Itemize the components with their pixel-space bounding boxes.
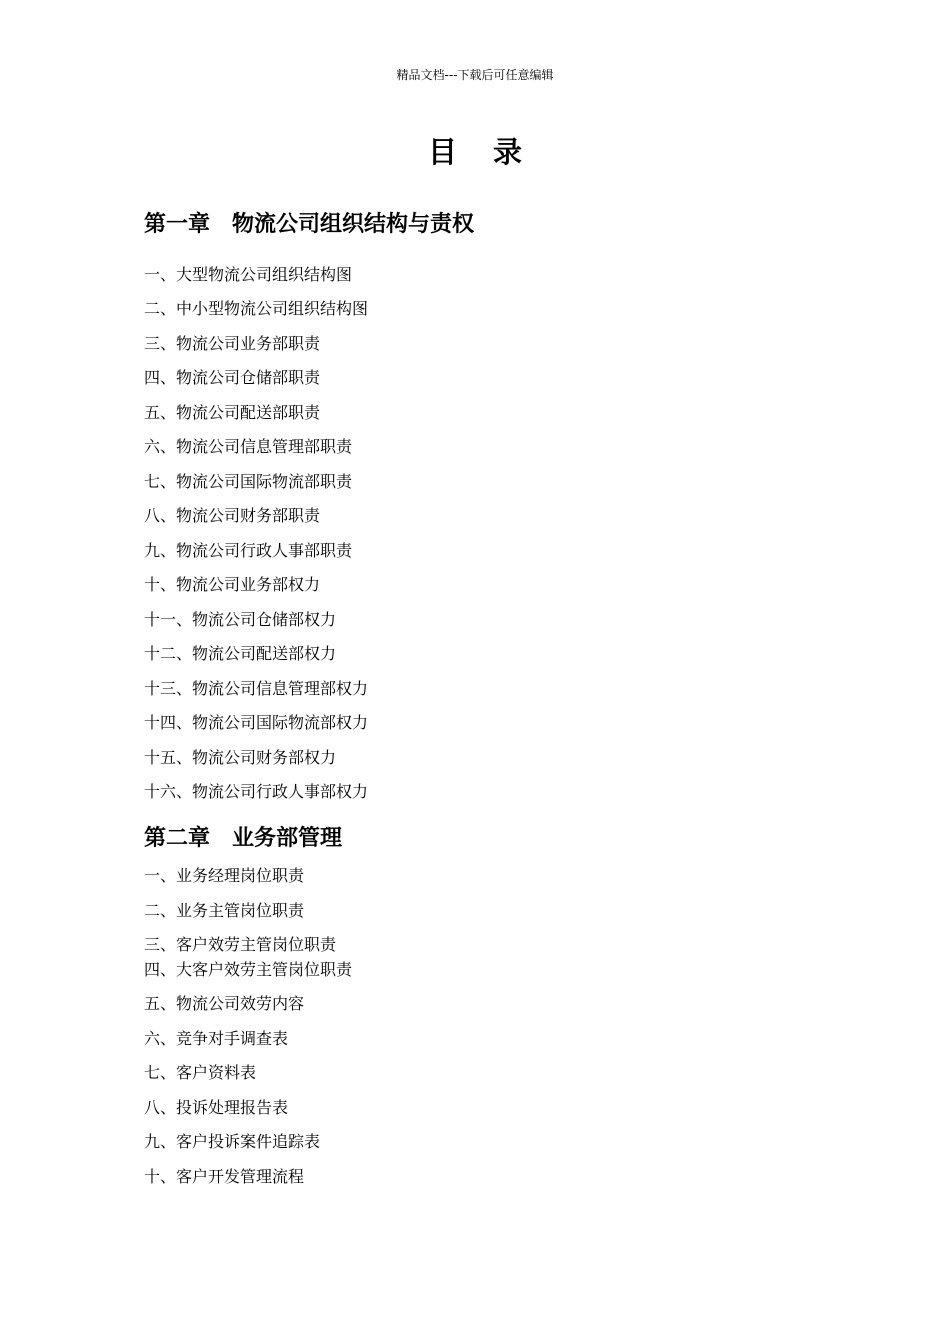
toc-item[interactable]: 三、客户效劳主管岗位职责 — [144, 935, 337, 954]
page-header: 精品文档---下载后可任意编辑 — [396, 68, 554, 82]
toc-item[interactable]: 五、物流公司效劳内容 — [144, 994, 305, 1013]
toc-item[interactable]: 六、物流公司信息管理部职责 — [144, 437, 353, 456]
toc-item[interactable]: 六、竞争对手调查表 — [144, 1029, 289, 1048]
toc-item[interactable]: 一、业务经理岗位职责 — [144, 866, 305, 885]
toc-item[interactable]: 三、物流公司业务部职责 — [144, 334, 321, 353]
toc-item[interactable]: 二、业务主管岗位职责 — [144, 901, 305, 920]
toc-item[interactable]: 十、物流公司业务部权力 — [144, 575, 321, 594]
toc-item[interactable]: 八、投诉处理报告表 — [144, 1098, 289, 1117]
toc-item[interactable]: 二、中小型物流公司组织结构图 — [144, 299, 369, 318]
toc-item[interactable]: 九、物流公司行政人事部职责 — [144, 541, 353, 560]
toc-item[interactable]: 十六、物流公司行政人事部权力 — [144, 782, 369, 801]
toc-item[interactable]: 七、客户资料表 — [144, 1063, 257, 1082]
chapter-2-title: 第二章 业务部管理 — [144, 826, 343, 851]
chapter-1-title: 第一章 物流公司组织结构与责权 — [144, 212, 475, 237]
toc-item[interactable]: 十五、物流公司财务部权力 — [144, 748, 337, 767]
toc-item[interactable]: 八、物流公司财务部职责 — [144, 506, 321, 525]
toc-item[interactable]: 十四、物流公司国际物流部权力 — [144, 713, 369, 732]
toc-item[interactable]: 十三、物流公司信息管理部权力 — [144, 679, 369, 698]
toc-item[interactable]: 一、大型物流公司组织结构图 — [144, 265, 353, 284]
toc-item[interactable]: 十、客户开发管理流程 — [144, 1167, 305, 1186]
toc-item[interactable]: 九、客户投诉案件追踪表 — [144, 1132, 321, 1151]
toc-item[interactable]: 十二、物流公司配送部权力 — [144, 644, 337, 663]
toc-item[interactable]: 七、物流公司国际物流部职责 — [144, 472, 353, 491]
toc-title: 目录 — [427, 135, 558, 169]
toc-item[interactable]: 十一、物流公司仓储部权力 — [144, 610, 337, 629]
toc-item[interactable]: 四、大客户效劳主管岗位职责 — [144, 960, 353, 979]
toc-item[interactable]: 五、物流公司配送部职责 — [144, 403, 321, 422]
toc-item[interactable]: 四、物流公司仓储部职责 — [144, 368, 321, 387]
